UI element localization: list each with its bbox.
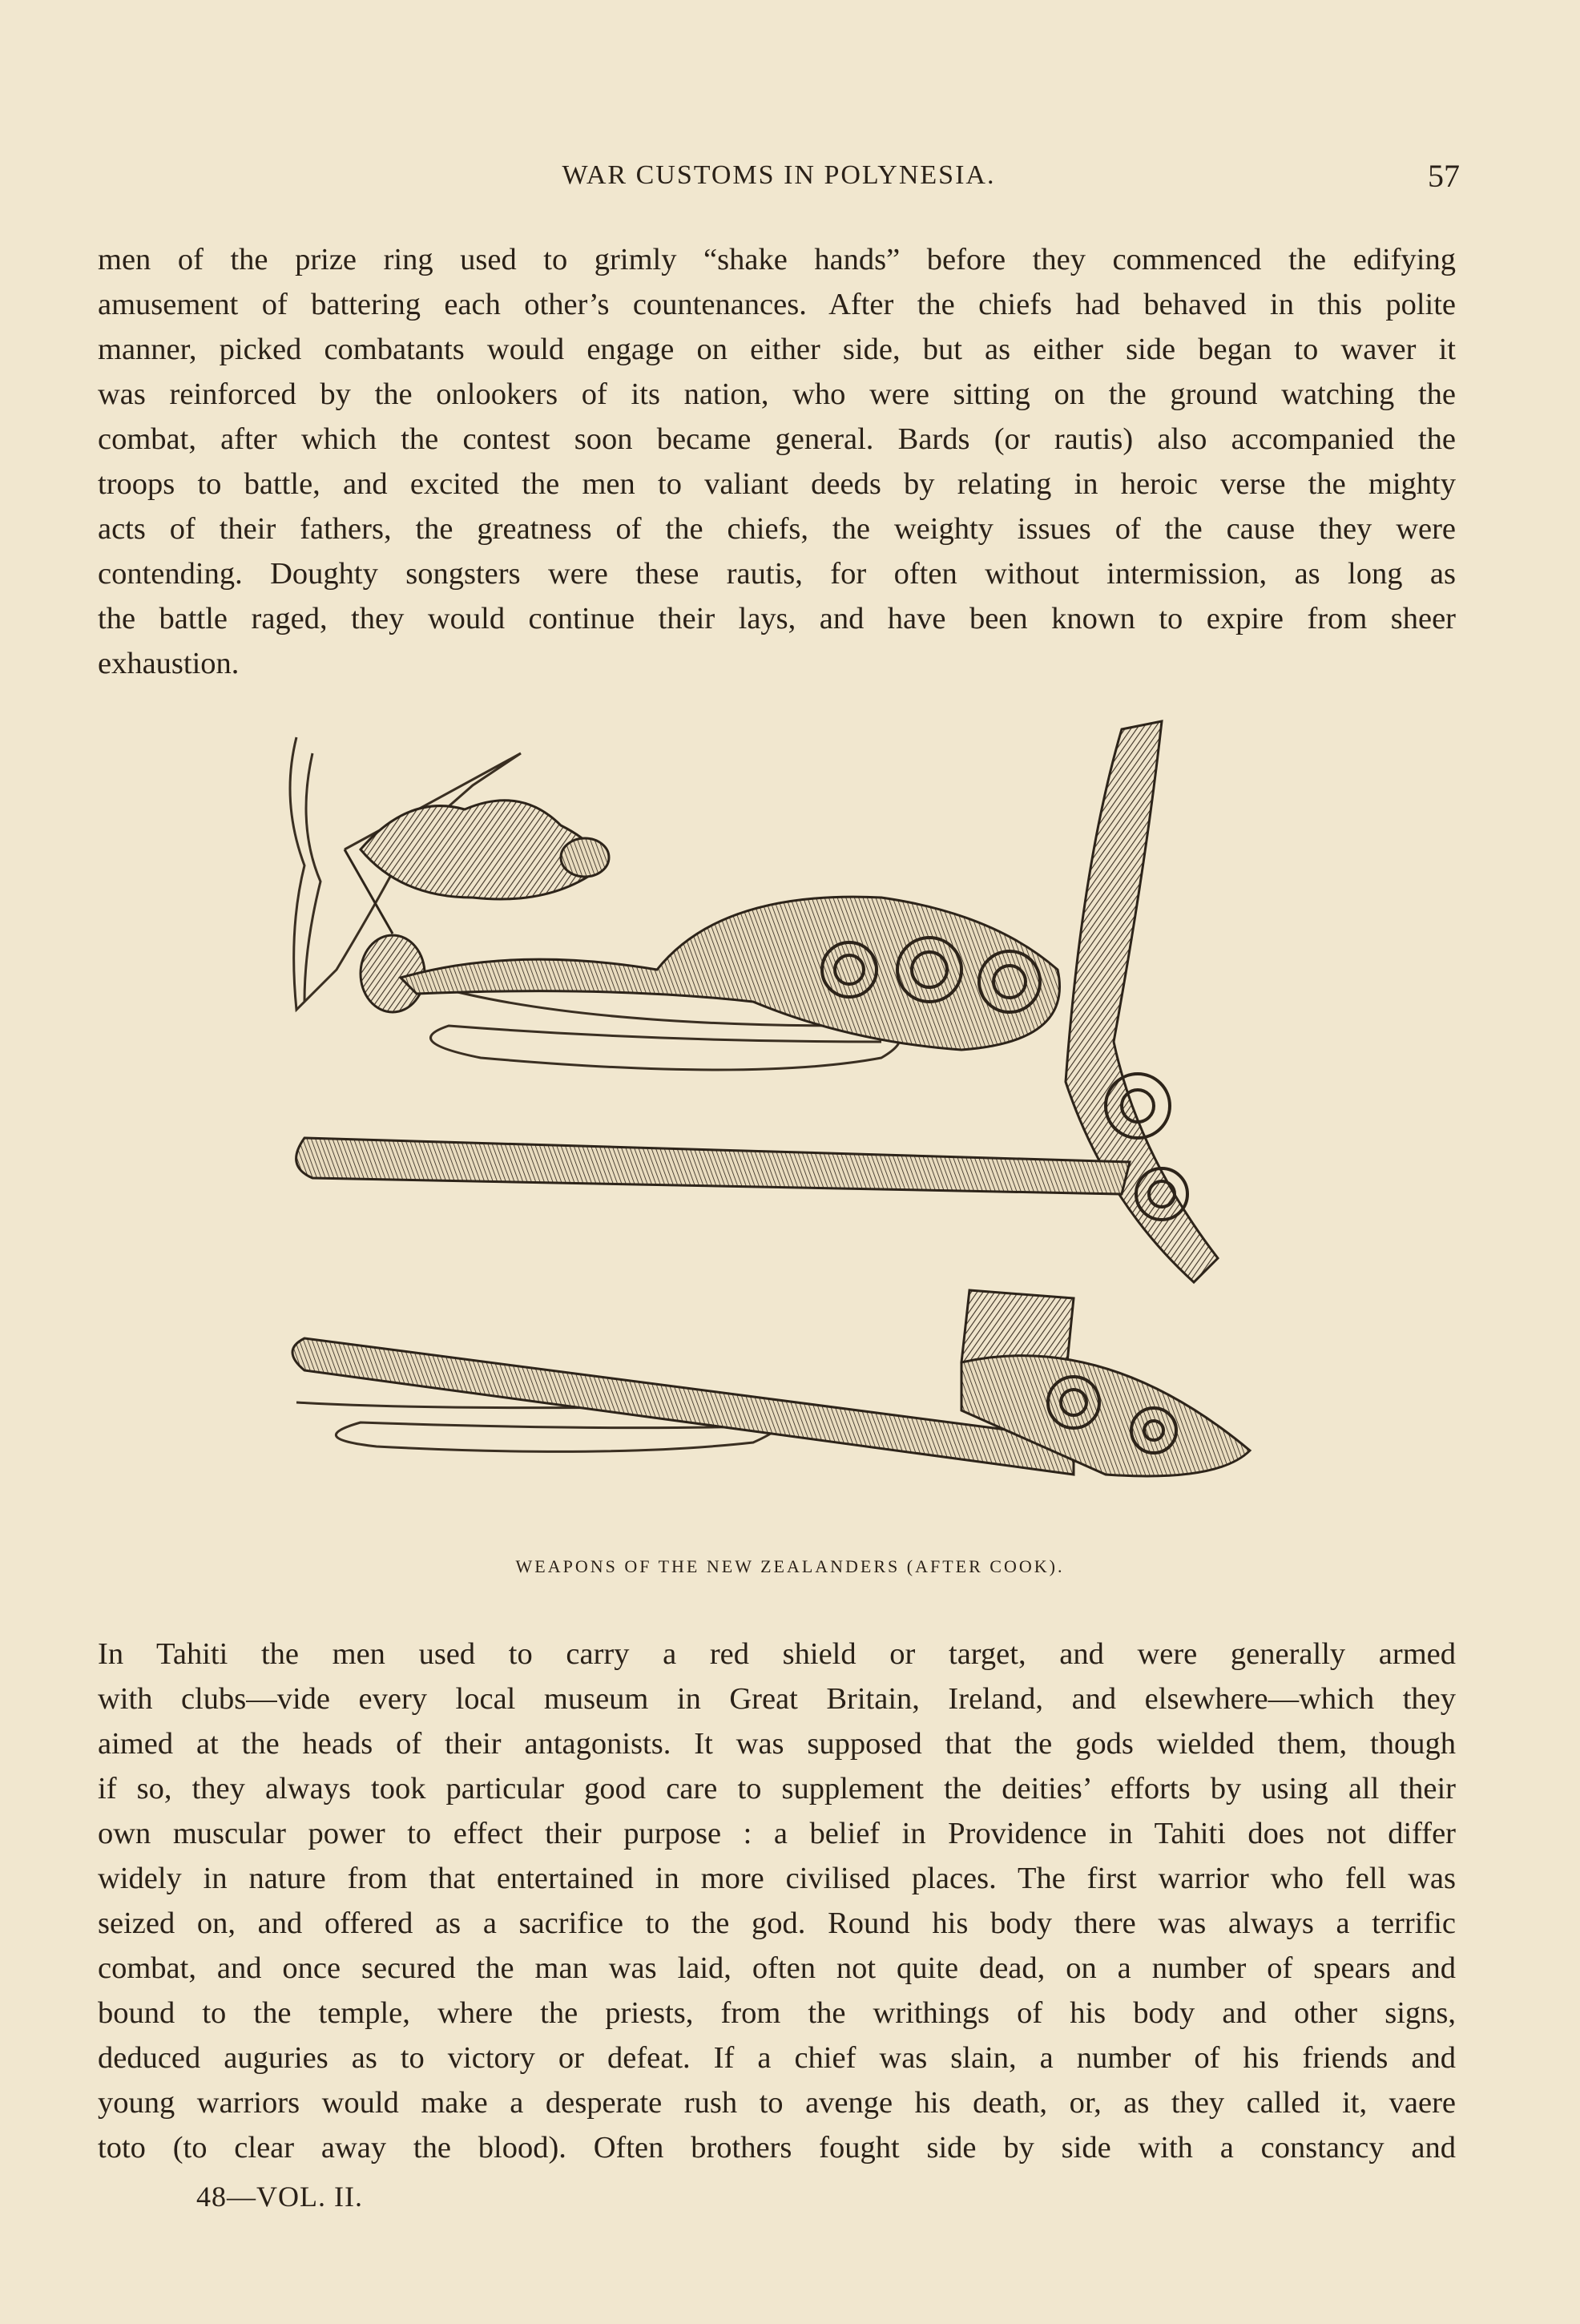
text-line: the battle raged, they would continue their lays, and have been known to expire from sheer bbox=[98, 602, 1456, 635]
text-line: troops to battle, and excited the men to valiant deeds by relating in heroic verse the mighty bbox=[98, 467, 1456, 501]
text-line: if so, they always took particular good care to supplement the deities’ efforts by using all their bbox=[98, 1772, 1456, 1806]
text-line: bound to the temple, where the priests, from the writhings of his body and other signs, bbox=[98, 1996, 1456, 2030]
text-line: seized on, and offered as a sacrifice to the god. Round his body there was always a terrific bbox=[98, 1906, 1456, 1940]
text-line: manner, picked combatants would engage on either side, but as either side began to waver it bbox=[98, 333, 1456, 366]
text-line: was reinforced by the onlookers of its nation, who were sitting on the ground watching the bbox=[98, 377, 1456, 411]
text-line: deduced auguries as to victory or defeat. If a chief was slain, a number of his friends and bbox=[98, 2041, 1456, 2075]
text-line: In Tahiti the men used to carry a red shield or target, and were generally armed bbox=[98, 1637, 1456, 1671]
text-line: combat, after which the contest soon became general. Bards (or rautis) also accompanied the bbox=[98, 422, 1456, 456]
page-number: 57 bbox=[1428, 158, 1460, 194]
text-line: men of the prize ring used to grimly “shake hands” before they commenced the edifying bbox=[98, 243, 1456, 276]
signature-mark: 48—VOL. II. bbox=[196, 2181, 363, 2213]
text-line: aimed at the heads of their antagonists. It was supposed that the gods wielded them, though bbox=[98, 1727, 1456, 1761]
text-line: young warriors would make a desperate rush to avenge his death, or, as they called it, vaere bbox=[98, 2086, 1456, 2120]
text-line: combat, and once secured the man was laid, often not quite dead, on a number of spears and bbox=[98, 1951, 1456, 1985]
paragraph-1 bbox=[98, 237, 1456, 686]
weapons-engraving bbox=[272, 705, 1346, 1535]
text-line: toto (to clear away the blood). Often brothers fought side by side with a constancy and bbox=[98, 2131, 1456, 2165]
paragraph-2 bbox=[98, 1632, 1456, 2170]
text-line: exhaustion. bbox=[98, 647, 240, 680]
text-line: acts of their fathers, the greatness of the chiefs, the weighty issues of the cause they were bbox=[98, 512, 1456, 546]
running-title: WAR CUSTOMS IN POLYNESIA. bbox=[562, 160, 996, 190]
text-line: amusement of battering each other’s countenances. After the chiefs had behaved in this polite bbox=[98, 288, 1456, 321]
text-line: contending. Doughty songsters were these rautis, for often without intermission, as long as bbox=[98, 557, 1456, 591]
figure-caption: WEAPONS OF THE NEW ZEALANDERS (AFTER COOK). bbox=[515, 1556, 1065, 1576]
running-head bbox=[98, 160, 1460, 200]
text-line: own muscular power to effect their purpose : a belief in Providence in Tahiti does not differ bbox=[98, 1817, 1456, 1850]
text-line: with clubs—vide every local museum in Great Britain, Ireland, and elsewhere—which they bbox=[98, 1682, 1456, 1716]
text-line: widely in nature from that entertained in more civilised places. The first warrior who fell was bbox=[98, 1862, 1456, 1895]
